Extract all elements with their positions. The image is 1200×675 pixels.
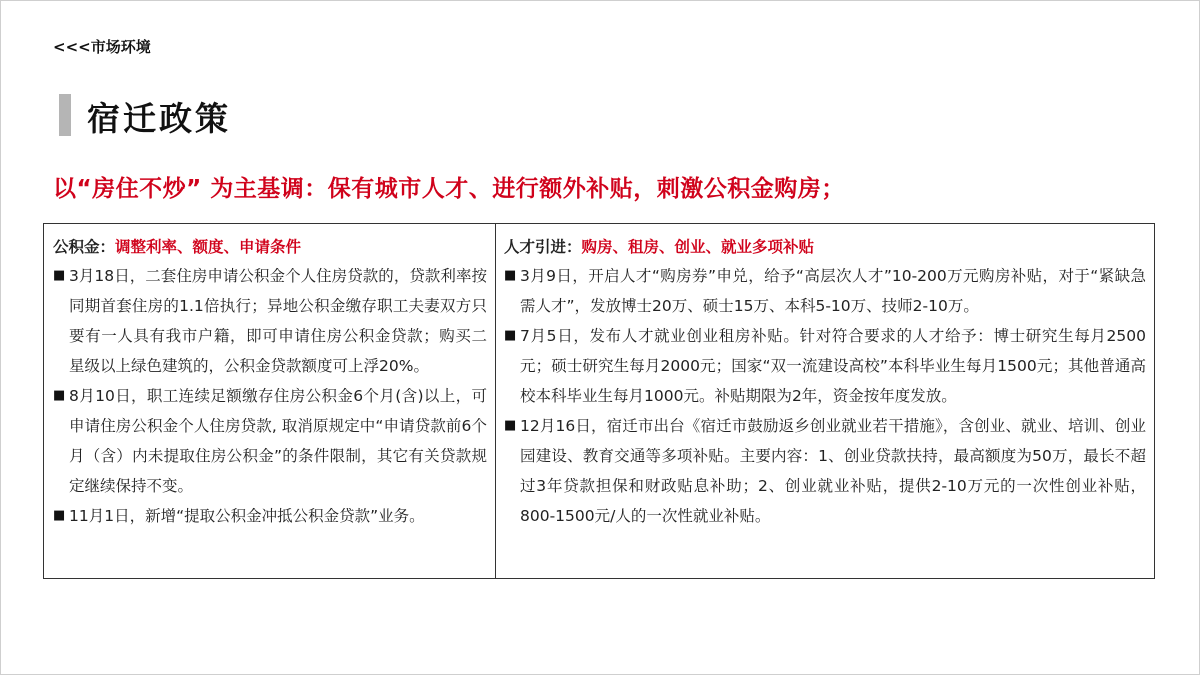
square-bullet-icon: ■ — [53, 508, 66, 523]
housing-fund-heading-highlight: 调整利率、额度、申请条件 — [115, 238, 302, 256]
talent-heading — [504, 233, 1146, 261]
list-item — [53, 501, 487, 531]
list-item — [53, 381, 487, 501]
square-bullet-icon: ■ — [504, 418, 517, 433]
square-bullet-icon: ■ — [504, 268, 517, 283]
square-bullet-icon: ■ — [504, 328, 517, 343]
housing-fund-column — [44, 224, 496, 578]
list-item-text: 3月18日，二套住房申请公积金个人住房贷款的，贷款利率按同期首套住房的1.1倍执行；异地公积金缴存职工夫妻双方只要有一人具有我市户籍，即可申请住房公积金贷款；购买二星级以上绿色建筑的，公积金贷款额度可上浮20%。 — [69, 267, 487, 375]
breadcrumb-back-link[interactable]: <<<市场环境 — [53, 38, 151, 56]
talent-heading-highlight: 购房、租房、创业、就业多项补贴 — [581, 238, 815, 256]
policy-headline: 以“房住不炒” 为主基调：保有城市人才、进行额外补贴，刺激公积金购房； — [53, 176, 845, 202]
page-title: 宿迁政策 — [87, 99, 231, 138]
list-item-text: 7月5日，发布人才就业创业租房补贴。针对符合要求的人才给予：博士研究生每月2500元；硕士研究生每月2000元；国家“双一流建设高校”本科毕业生每月1500元；其他普通高校本科毕业生每月1000元。补贴期限为2年，资金按年度发放。 — [520, 327, 1146, 405]
list-item — [504, 321, 1146, 411]
list-item-text: 12月16日，宿迁市出台《宿迁市鼓励返乡创业就业若干措施》，含创业、就业、培训、创业园建设、教育交通等多项补贴。主要内容：1、创业贷款扶持，最高额度为50万，最长不超过3年贷款担保和财政贴息补助；2、创业就业补贴，提供2-10万元的一次性创业补贴，800-1500元/人的一次性就业补贴。 — [520, 417, 1146, 525]
talent-heading-label: 人才引进： — [504, 238, 582, 256]
list-item — [504, 261, 1146, 321]
list-item-text: 8月10日，职工连续足额缴存住房公积金6个月(含)以上，可申请住房公积金个人住房贷款, 取消原规定中“申请贷款前6个月（含）内未提取住房公积金”的条件限制，其它有关贷款规定继续保持不变。 — [69, 387, 487, 495]
list-item-text: 3月9日，开启人才“购房券”申兑，给予“高层次人才”10-200万元购房补贴，对于“紧缺急需人才”，发放博士20万、硕士15万、本科5-10万、技师2-10万。 — [520, 267, 1146, 315]
policy-table — [43, 223, 1155, 579]
housing-fund-heading-label: 公积金： — [53, 238, 116, 256]
title-accent-bar — [59, 94, 71, 136]
square-bullet-icon: ■ — [53, 388, 66, 403]
housing-fund-heading — [53, 233, 487, 261]
list-item-text: 11月1日，新增“提取公积金冲抵公积金贷款”业务。 — [69, 507, 425, 525]
list-item — [504, 411, 1146, 531]
square-bullet-icon: ■ — [53, 268, 66, 283]
talent-column — [496, 224, 1154, 578]
list-item — [53, 261, 487, 381]
